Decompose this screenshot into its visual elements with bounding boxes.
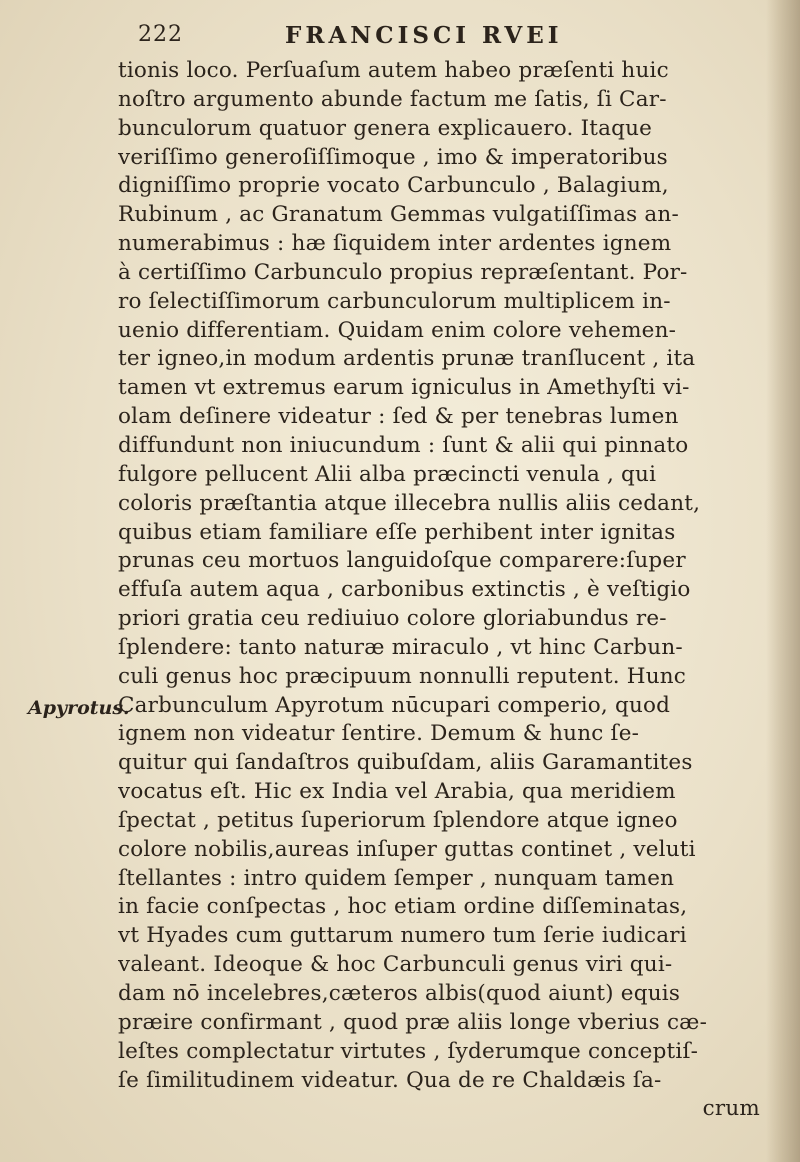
text-line: ſe ſimilitudinem videatur. Qua de re Chaldæis ſa- — [118, 1067, 662, 1093]
text-line: valeant. Ideoque & hoc Carbunculi genus viri qui- — [118, 952, 673, 978]
page-number: 222 — [138, 22, 183, 47]
text-line: bunculorum quatuor genera explicauero. Itaque — [118, 115, 653, 141]
text-line: in facie conſpectas , hoc etiam ordine diſſeminatas, — [118, 894, 688, 920]
text-line: à certiſſimo Carbunculo propius repræſentant. Por- — [118, 259, 688, 285]
text-line: colore nobilis,aureas inſuper guttas continet , veluti — [118, 836, 696, 862]
text-line: dam nō incelebres,cæteros albis(quod aiunt) equis — [118, 981, 681, 1006]
text-line: ro ſelectiſſimorum carbunculorum multiplicem in- — [118, 288, 671, 314]
catchword: crum — [702, 1096, 760, 1122]
text-line: diffundunt non iniucundum : ſunt & alii qui pinnato — [118, 432, 689, 458]
body-text — [118, 57, 782, 1124]
text-line: tionis loco. Perſuaſum autem habeo præſenti huic — [118, 58, 669, 83]
text-line: veriſſimo generoſiſſimoque , imo & imperatoribus — [118, 144, 668, 170]
text-line: ter igneo,in modum ardentis prunæ tranſlucent , ita — [118, 346, 696, 372]
text-line: priori gratia ceu rediuiuo colore gloriabundus re- — [118, 606, 667, 632]
text-line: numerabimus : hæ ſiquidem inter ardentes ignem — [118, 231, 672, 257]
text-line: quibus etiam familiare eſſe perhibent inter ignitas — [118, 519, 676, 545]
text-line: tamen vt extremus earum igniculus in Amethyſti vi- — [118, 375, 690, 401]
text-line: ſtellantes : intro quidem ſemper , nunquam tamen — [118, 865, 675, 891]
text-line: leſtes complectatur virtutes , ſyderumque conceptiſ- — [118, 1038, 699, 1064]
text-line: ſpectat , petitus ſuperiorum ſplendore atque igneo — [118, 807, 678, 833]
text-line: ignem non videatur ſentire. Demum & hunc ſe- — [118, 721, 640, 747]
text-line: fulgore pellucent Alii alba præcincti venula , qui — [118, 461, 657, 487]
text-line: culi genus hoc præcipuum nonnulli reputent. Hunc — [118, 663, 687, 689]
text-line: prunas ceu mortuos languidoſque comparere:ſuper — [118, 548, 686, 574]
text-line: uenio differentiam. Quidam enim colore vehemen- — [118, 317, 677, 343]
text-line: vocatus eſt. Hic ex India vel Arabia, qua meridiem — [118, 779, 676, 805]
text-line: olam deſinere videatur : ſed & per tenebras lumen — [118, 404, 679, 430]
text-line: Rubinum , ac Granatum Gemmas vulgatiſſimas an- — [118, 202, 679, 228]
text-line: Carbunculum Apyrotum nūcupari comperio, quod — [118, 692, 671, 718]
margin-note: Apyrotus. — [28, 697, 130, 719]
text-line: coloris præſtantia atque illecebra nullis aliis cedant, — [118, 490, 701, 516]
text-line: effuſa autem aqua , carbonibus extinctis , è veſtigio — [118, 577, 691, 603]
text-line: quitur qui ſandaſtros quibuſdam, aliis Garamantites — [118, 750, 693, 776]
text-line: vt Hyades cum guttarum numero tum ſerie iudicari — [118, 923, 687, 949]
running-head: FRANCISCI RVEI — [285, 22, 563, 49]
page-header — [0, 22, 800, 58]
text-line: digniſſimo proprie vocato Carbunculo , Balagium, — [118, 173, 669, 199]
text-line: noſtro argumento abunde factum me ſatis, ſi Car- — [118, 86, 667, 112]
text-line: ſplendere: tanto naturæ miraculo , vt hinc Carbun- — [118, 634, 683, 660]
text-line: præire confirmant , quod præ aliis longe vberius cæ- — [118, 1009, 708, 1035]
